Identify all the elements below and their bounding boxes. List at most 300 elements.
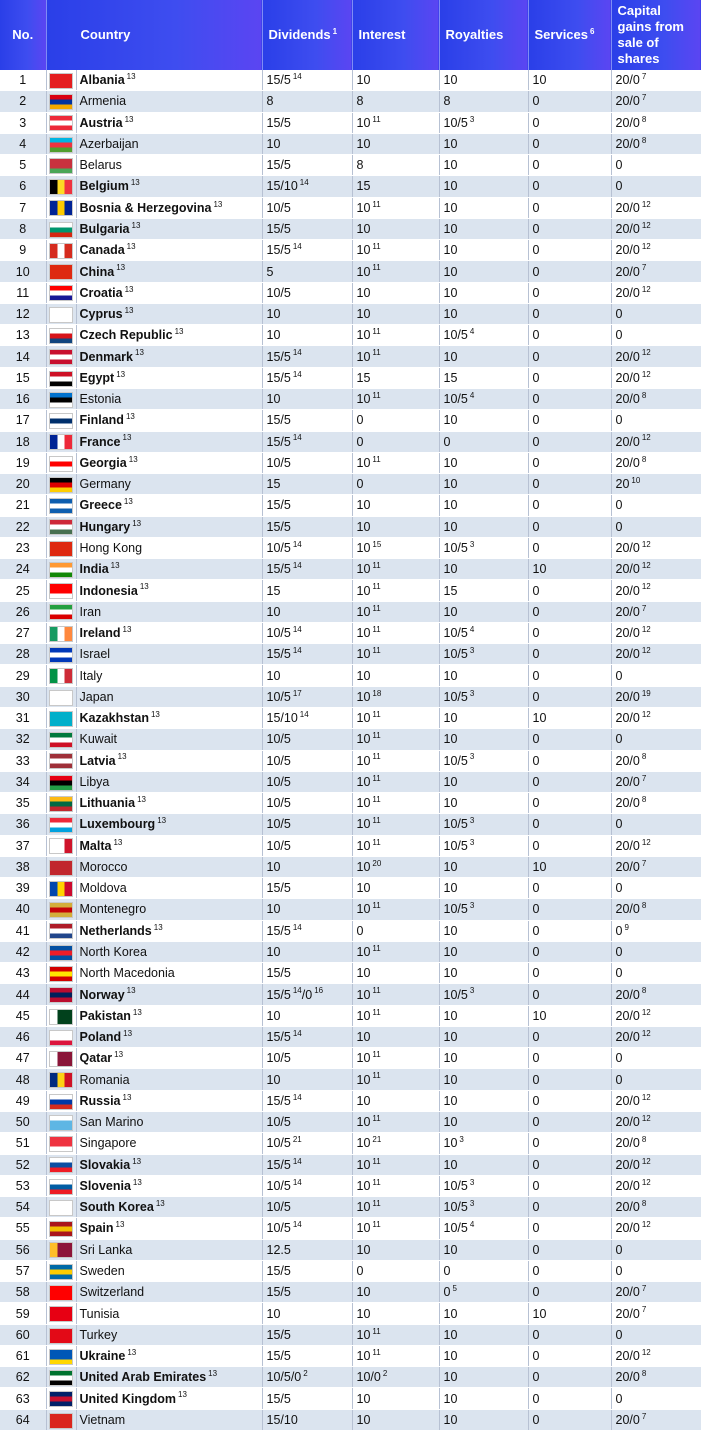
row-number: 38	[0, 856, 46, 877]
row-number: 64	[0, 1409, 46, 1430]
table-row	[0, 559, 701, 580]
interest-value: 10	[356, 519, 371, 534]
interest-note: 11	[372, 837, 381, 847]
capital-gains-value: 0	[615, 817, 623, 832]
services-value: 0	[532, 1093, 540, 1108]
country-name: United Arab Emirates	[79, 1370, 207, 1385]
services-value: 0	[532, 796, 540, 811]
royalties-value: 15	[443, 583, 458, 598]
row-number: 24	[0, 559, 46, 580]
capital-gains-note: 12	[641, 646, 651, 656]
dividends-cell	[262, 1154, 352, 1175]
interest-value: 0	[356, 1264, 364, 1278]
dividends-value: 15/5	[266, 987, 291, 1002]
country-name: Singapore	[79, 1136, 137, 1151]
table-row	[0, 1218, 701, 1239]
table-body	[0, 70, 701, 1431]
interest-cell	[352, 1367, 439, 1388]
services-value: 0	[532, 774, 540, 789]
services-value: 0	[532, 307, 540, 322]
services-cell	[528, 1133, 611, 1154]
services-value: 0	[532, 1349, 540, 1364]
dividends-cell	[262, 516, 352, 537]
dividends-cell	[262, 1090, 352, 1111]
capital-gains-value: 20/0	[615, 1200, 640, 1215]
dividends-value: 10/5	[266, 796, 291, 811]
services-cell	[528, 1154, 611, 1175]
royalties-note: 3	[469, 837, 475, 847]
country-name: Spain	[79, 1221, 114, 1236]
dividends-value: 15/5	[266, 73, 291, 88]
country-cell	[76, 665, 262, 686]
table-row	[0, 240, 701, 261]
country-cell	[76, 367, 262, 388]
capital-gains-cell	[611, 1112, 701, 1133]
royalties-cell	[439, 176, 528, 197]
capital-gains-cell	[611, 261, 701, 282]
capital-gains-note: 8	[641, 795, 647, 804]
capital-gains-note: 10	[631, 476, 641, 486]
interest-cell	[352, 729, 439, 750]
royalties-cell	[439, 303, 528, 324]
flag-cell	[46, 920, 76, 941]
country-note: 13	[130, 178, 140, 188]
royalties-cell	[439, 835, 528, 856]
services-value: 10	[532, 859, 547, 874]
services-value: 0	[532, 626, 540, 641]
dividends-note: 14	[292, 71, 302, 81]
country-name: Latvia	[79, 753, 116, 768]
interest-cell	[352, 601, 439, 622]
row-number: 47	[0, 1048, 46, 1069]
services-value: 0	[532, 668, 540, 683]
interest-note: 11	[372, 901, 381, 911]
capital-gains-cell	[611, 771, 701, 792]
dividends-cell	[262, 367, 352, 388]
royalties-note: 3	[469, 1177, 475, 1187]
capital-gains-value: 20/0	[615, 1008, 640, 1023]
country-cell	[76, 686, 262, 707]
flag-icon	[49, 1051, 73, 1067]
interest-value: 10	[356, 455, 371, 470]
interest-cell	[352, 559, 439, 580]
dividends-value: 15/5	[266, 1264, 291, 1278]
services-cell	[528, 814, 611, 835]
flag-cell	[46, 325, 76, 346]
interest-cell	[352, 750, 439, 771]
capital-gains-value: 20/0	[615, 392, 640, 407]
interest-cell	[352, 91, 439, 112]
interest-value: 10	[356, 1136, 371, 1151]
royalties-cell	[439, 1197, 528, 1218]
capital-gains-cell	[611, 1282, 701, 1303]
services-cell	[528, 601, 611, 622]
country-name: Qatar	[79, 1051, 113, 1066]
interest-value: 10	[356, 264, 371, 279]
flag-cell	[46, 1388, 76, 1409]
services-value: 0	[532, 455, 540, 470]
country-name: Austria	[79, 115, 123, 130]
royalties-note: 3	[459, 1135, 464, 1145]
dividends-value: 15/5	[266, 562, 291, 577]
header-dividends-label: Dividends	[268, 27, 331, 42]
royalties-cell	[439, 495, 528, 516]
services-value: 0	[532, 881, 540, 896]
dividends-value: 15/5	[266, 1327, 291, 1342]
dividends-value: 15/10	[266, 711, 298, 726]
services-cell	[528, 70, 611, 91]
capital-gains-cell	[611, 750, 701, 771]
services-cell	[528, 963, 611, 984]
dividends-cell	[262, 1112, 352, 1133]
capital-gains-value: 20/0	[615, 604, 640, 619]
capital-gains-value: 20/0	[615, 1306, 640, 1321]
flag-icon	[49, 1157, 73, 1173]
services-cell	[528, 1388, 611, 1409]
country-name: Cyprus	[79, 307, 123, 322]
country-cell	[76, 410, 262, 431]
dividends-cell	[262, 1218, 352, 1239]
capital-gains-value: 20/0	[615, 753, 640, 768]
country-name: Ukraine	[79, 1349, 126, 1364]
royalties-cell	[439, 1069, 528, 1090]
country-cell	[76, 1005, 262, 1026]
flag-cell	[46, 1303, 76, 1324]
country-note: 13	[123, 497, 133, 507]
country-cell	[76, 814, 262, 835]
row-number: 30	[0, 686, 46, 707]
dividends-value: 10	[266, 136, 281, 151]
country-note: 13	[150, 709, 160, 719]
capital-gains-cell	[611, 1069, 701, 1090]
dividends-extra-note: 16	[314, 986, 324, 996]
royalties-value: 10/5	[443, 392, 468, 407]
interest-value: 10	[356, 1242, 371, 1257]
dividends-value: 10/5	[266, 1200, 291, 1215]
country-note: 13	[126, 986, 136, 996]
country-cell	[76, 878, 262, 899]
table-row	[0, 1175, 701, 1196]
capital-gains-cell	[611, 1303, 701, 1324]
country-note: 13	[131, 220, 141, 230]
flag-icon	[49, 1030, 73, 1046]
royalties-value: 10	[443, 1030, 458, 1045]
country-note: 13	[116, 369, 126, 379]
dividends-cell	[262, 686, 352, 707]
country-cell	[76, 899, 262, 920]
flag-icon	[49, 498, 73, 514]
country-name: Tunisia	[79, 1306, 120, 1321]
interest-value: 10	[356, 774, 371, 789]
interest-cell	[352, 707, 439, 728]
table-row	[0, 346, 701, 367]
capital-gains-cell	[611, 303, 701, 324]
row-number: 15	[0, 367, 46, 388]
dividends-cell	[262, 1069, 352, 1090]
capital-gains-value: 20/0	[615, 1030, 640, 1045]
flag-cell	[46, 1069, 76, 1090]
interest-note: 20	[372, 858, 382, 868]
capital-gains-value: 0	[615, 945, 623, 960]
row-number: 26	[0, 601, 46, 622]
country-cell	[76, 1388, 262, 1409]
table-row	[0, 601, 701, 622]
flag-icon	[49, 690, 73, 706]
capital-gains-cell	[611, 240, 701, 261]
country-note: 13	[157, 816, 167, 826]
royalties-value: 10	[443, 923, 458, 938]
header-capital-gains: Capital gains from sale of shares	[611, 0, 701, 70]
dividends-note: 14	[299, 178, 309, 188]
capital-gains-value: 20/0	[615, 689, 640, 704]
dividends-cell	[262, 388, 352, 409]
royalties-value: 10/5	[443, 115, 468, 130]
flag-cell	[46, 1026, 76, 1047]
capital-gains-value: 20/0	[615, 264, 640, 279]
royalties-value: 10/5	[443, 902, 468, 917]
royalties-note: 3	[469, 646, 475, 656]
dividends-value: 10	[266, 307, 281, 322]
interest-value: 10	[356, 732, 371, 747]
dividends-note: 14	[292, 624, 302, 634]
interest-note: 11	[372, 816, 381, 826]
country-name: Slovenia	[79, 1178, 131, 1193]
services-value: 0	[532, 966, 540, 981]
flag-cell	[46, 346, 76, 367]
flag-icon	[49, 137, 73, 153]
royalties-cell	[439, 1409, 528, 1430]
dividends-cell	[262, 1197, 352, 1218]
row-number: 23	[0, 537, 46, 558]
flag-cell	[46, 1005, 76, 1026]
country-cell	[76, 601, 262, 622]
row-number: 57	[0, 1260, 46, 1281]
royalties-cell	[439, 920, 528, 941]
dividends-cell	[262, 431, 352, 452]
country-note: 13	[122, 433, 132, 443]
dividends-value: 15	[266, 583, 281, 598]
flag-cell	[46, 410, 76, 431]
capital-gains-cell	[611, 878, 701, 899]
country-note: 13	[122, 1092, 132, 1102]
country-name: Netherlands	[79, 923, 152, 938]
row-number: 13	[0, 325, 46, 346]
table-row	[0, 665, 701, 686]
dividends-cell	[262, 303, 352, 324]
services-cell	[528, 495, 611, 516]
interest-note: 11	[372, 390, 381, 400]
interest-value: 10	[356, 583, 371, 598]
capital-gains-cell	[611, 920, 701, 941]
country-cell	[76, 303, 262, 324]
row-number: 43	[0, 963, 46, 984]
royalties-cell	[439, 1367, 528, 1388]
flag-icon	[49, 456, 73, 472]
capital-gains-cell	[611, 1175, 701, 1196]
country-name: Norway	[79, 987, 125, 1002]
capital-gains-value: 20/0	[615, 540, 640, 555]
flag-icon	[49, 222, 73, 238]
dividends-value: 10/5	[266, 774, 291, 789]
row-number: 7	[0, 197, 46, 218]
country-note: 13	[125, 412, 135, 422]
country-name: Finland	[79, 413, 124, 428]
interest-cell	[352, 1197, 439, 1218]
interest-note: 11	[372, 1220, 381, 1230]
interest-cell	[352, 261, 439, 282]
interest-note: 11	[372, 327, 381, 337]
table-row	[0, 70, 701, 91]
royalties-value: 10/5	[443, 817, 468, 832]
services-cell	[528, 1005, 611, 1026]
table-row	[0, 984, 701, 1005]
royalties-value: 10/5	[443, 1178, 468, 1193]
row-number: 55	[0, 1218, 46, 1239]
royalties-value: 10/5	[443, 689, 468, 704]
interest-cell	[352, 367, 439, 388]
interest-value: 10	[356, 115, 371, 130]
row-number: 46	[0, 1026, 46, 1047]
flag-icon	[49, 668, 73, 684]
services-value: 0	[532, 94, 540, 109]
flag-cell	[46, 112, 76, 133]
capital-gains-note: 12	[641, 1028, 651, 1038]
dividends-note: 14	[292, 242, 302, 252]
royalties-cell	[439, 240, 528, 261]
capital-gains-cell	[611, 1367, 701, 1388]
dividends-cell	[262, 1324, 352, 1345]
row-number: 12	[0, 303, 46, 324]
capital-gains-note: 12	[641, 582, 651, 592]
capital-gains-value: 20/0	[615, 115, 640, 130]
services-cell	[528, 1218, 611, 1239]
royalties-cell	[439, 410, 528, 431]
interest-value: 10	[356, 753, 371, 768]
royalties-cell	[439, 346, 528, 367]
services-value: 0	[532, 434, 540, 449]
country-cell	[76, 1048, 262, 1069]
flag-cell	[46, 793, 76, 814]
services-value: 0	[532, 243, 540, 258]
royalties-note: 5	[452, 1284, 457, 1294]
royalties-cell	[439, 1005, 528, 1026]
capital-gains-cell	[611, 793, 701, 814]
interest-note: 11	[372, 1113, 381, 1123]
capital-gains-value: 20/0	[615, 626, 640, 641]
dividends-value: 8	[266, 94, 274, 109]
row-number: 45	[0, 1005, 46, 1026]
dividends-cell	[262, 771, 352, 792]
interest-cell	[352, 1154, 439, 1175]
flag-icon	[49, 307, 73, 323]
interest-cell	[352, 537, 439, 558]
flag-cell	[46, 580, 76, 601]
royalties-value: 10	[443, 1115, 458, 1130]
capital-gains-cell	[611, 644, 701, 665]
flag-icon	[49, 902, 73, 918]
services-cell	[528, 176, 611, 197]
interest-note: 11	[372, 624, 381, 634]
dividends-note: 14	[299, 709, 309, 719]
country-cell	[76, 1409, 262, 1430]
services-value: 0	[532, 838, 540, 853]
capital-gains-value: 20/0	[615, 136, 640, 151]
dividends-value: 10	[266, 1306, 281, 1321]
capital-gains-note: 8	[641, 454, 647, 464]
flag-cell	[46, 707, 76, 728]
country-name: Albania	[79, 73, 125, 88]
flag-cell	[46, 835, 76, 856]
flag-icon	[49, 434, 73, 450]
royalties-cell	[439, 388, 528, 409]
dividends-note: 14	[292, 369, 302, 379]
royalties-cell	[439, 1154, 528, 1175]
capital-gains-cell	[611, 559, 701, 580]
country-name: Armenia	[79, 94, 127, 109]
royalties-cell	[439, 793, 528, 814]
capital-gains-cell	[611, 1197, 701, 1218]
capital-gains-note: 12	[641, 220, 651, 230]
dividends-cell	[262, 963, 352, 984]
flag-cell	[46, 899, 76, 920]
country-note: 13	[139, 582, 149, 592]
flag-cell	[46, 1175, 76, 1196]
interest-value: 10	[356, 1115, 371, 1130]
country-name: India	[79, 562, 109, 577]
capital-gains-value: 20/0	[615, 711, 640, 726]
services-cell	[528, 750, 611, 771]
royalties-value: 10	[443, 73, 458, 88]
table-row	[0, 1282, 701, 1303]
capital-gains-value: 20/0	[615, 1412, 640, 1427]
country-name: Moldova	[79, 881, 127, 896]
interest-value: 10	[356, 540, 371, 555]
royalties-cell	[439, 133, 528, 154]
table-row	[0, 1239, 701, 1260]
services-cell	[528, 1175, 611, 1196]
royalties-value: 10	[443, 1306, 458, 1321]
row-number: 32	[0, 729, 46, 750]
services-cell	[528, 346, 611, 367]
table-row	[0, 1345, 701, 1366]
country-name: Slovakia	[79, 1157, 131, 1172]
capital-gains-cell	[611, 410, 701, 431]
services-cell	[528, 452, 611, 473]
table-row	[0, 218, 701, 239]
flag-cell	[46, 91, 76, 112]
dividends-value: 10/5	[266, 838, 291, 853]
flag-cell	[46, 282, 76, 303]
royalties-value: 10	[443, 455, 458, 470]
interest-cell	[352, 1324, 439, 1345]
interest-cell	[352, 984, 439, 1005]
table-row	[0, 1154, 701, 1175]
country-name: Sweden	[79, 1264, 125, 1278]
royalties-cell	[439, 1218, 528, 1239]
royalties-value: 10	[443, 859, 458, 874]
flag-icon	[49, 94, 73, 110]
interest-cell	[352, 1090, 439, 1111]
flag-icon	[49, 987, 73, 1003]
dividends-value: 15/5	[266, 370, 291, 385]
interest-cell	[352, 941, 439, 962]
capital-gains-note: 12	[641, 348, 651, 358]
row-number: 35	[0, 793, 46, 814]
country-cell	[76, 622, 262, 643]
row-number: 49	[0, 1090, 46, 1111]
services-value: 0	[532, 1327, 540, 1342]
table-row	[0, 303, 701, 324]
